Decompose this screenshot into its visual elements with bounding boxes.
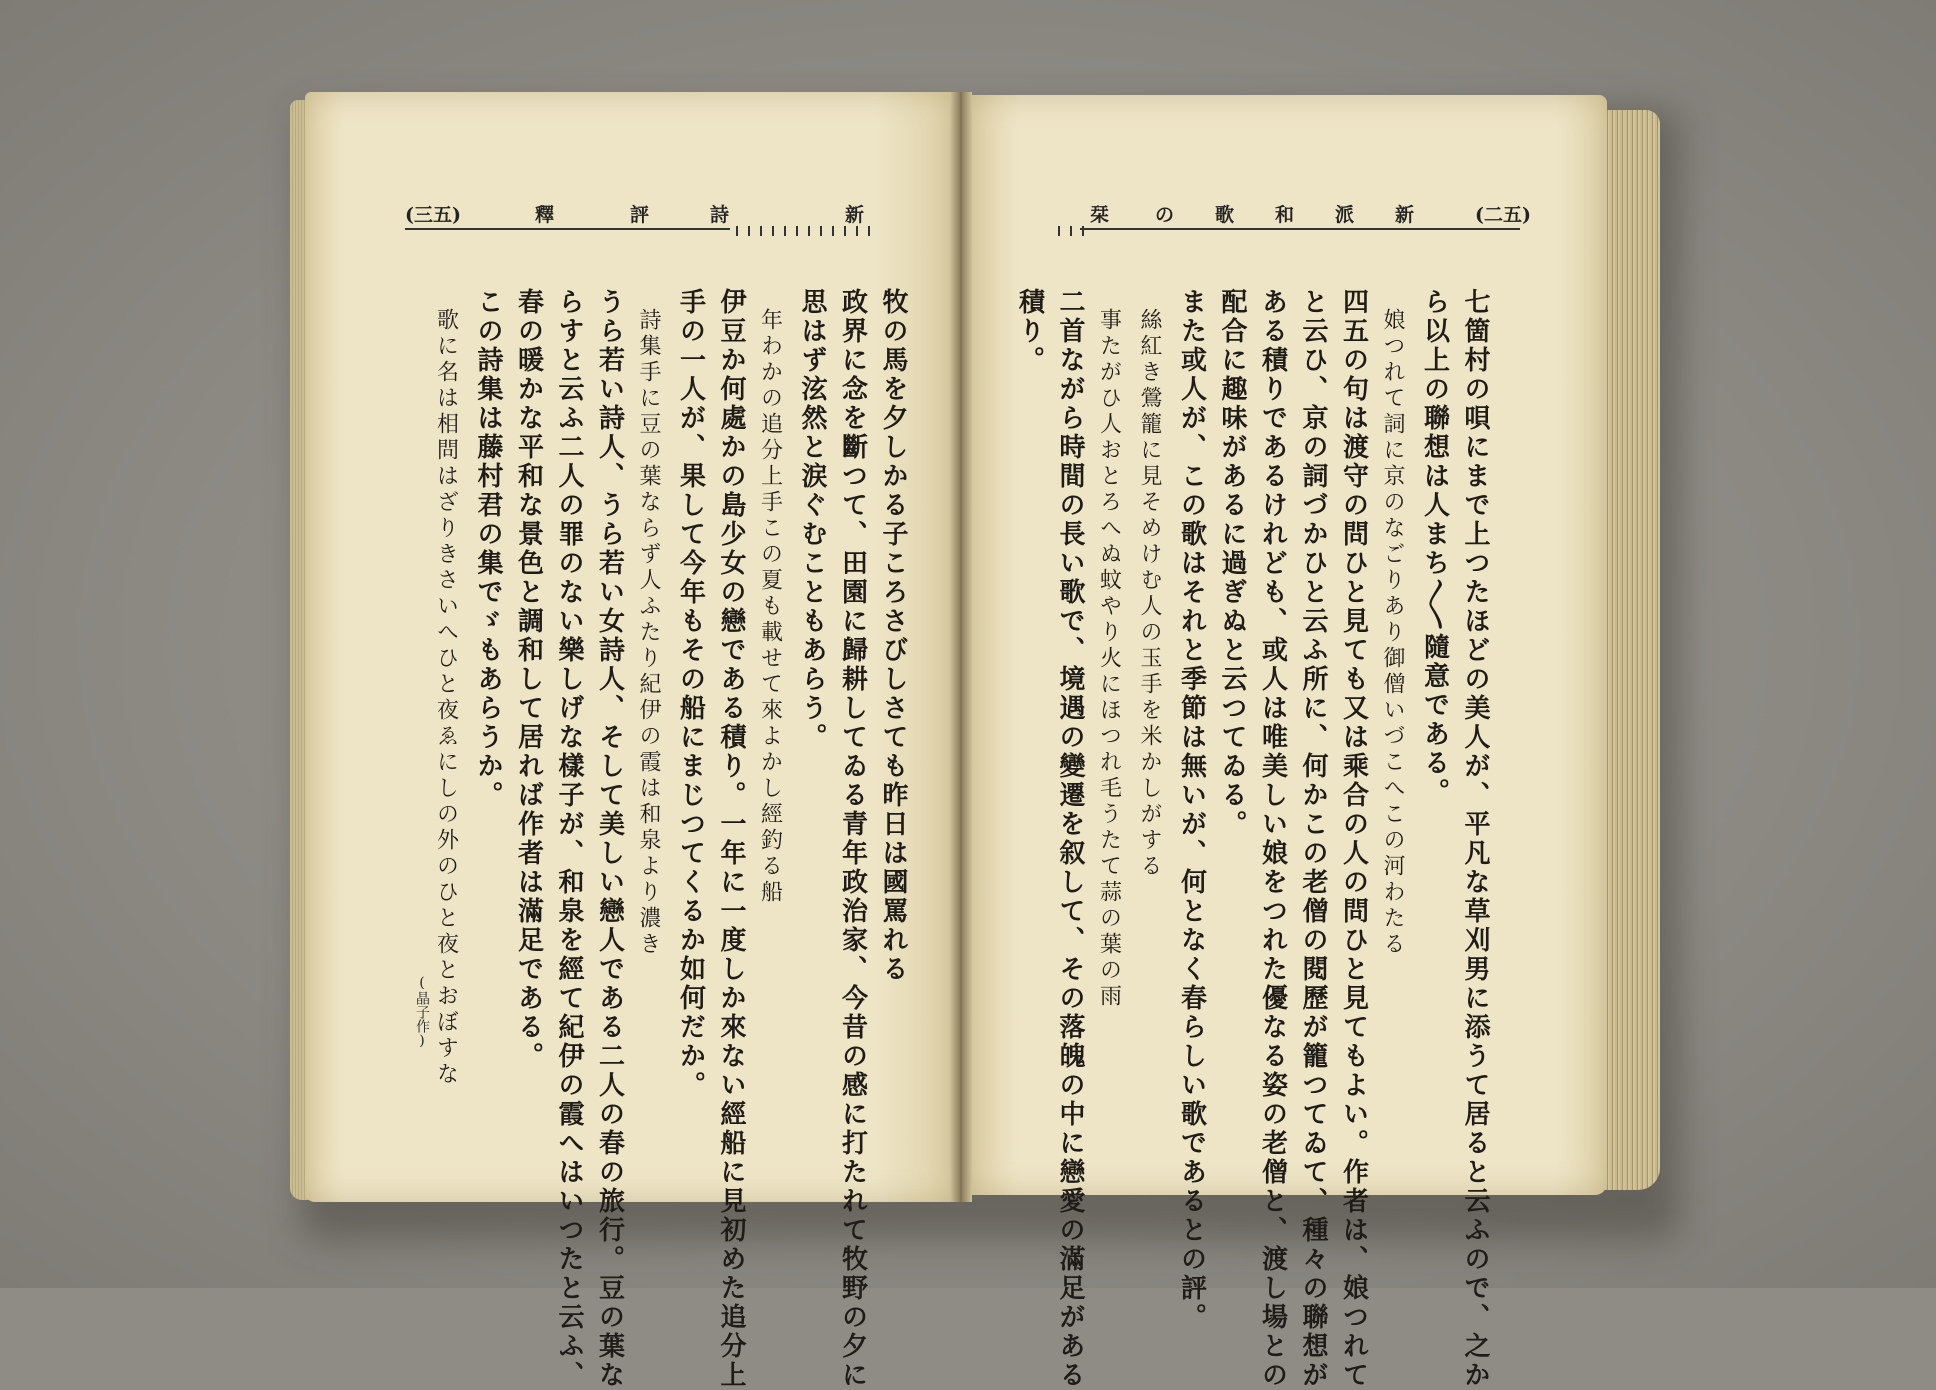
header-char: 和	[1275, 204, 1295, 226]
header-char: 歌	[1215, 204, 1235, 226]
page-number: (三五)	[405, 204, 461, 226]
header-char: 釋	[535, 204, 555, 226]
page-number: (二五)	[1475, 204, 1531, 226]
header-ornament	[1052, 226, 1092, 236]
left-page-header	[405, 200, 905, 224]
text-column: また或人が、この歌はそれと季節は無いが、何となく春らしい歌であるとの評。	[1176, 288, 1207, 1332]
text-column: ら以上の聯想は人まち〳〵隨意である。	[1419, 288, 1450, 807]
header-rule	[405, 222, 730, 230]
text-column: 春の暖かな平和な景色と調和して居れば作者は滿足である。	[513, 288, 544, 1071]
text-column: 七箇村の唄にまで上つたほどの美人が、平凡な草刈男に添うて居ると云ふので、之か	[1460, 288, 1490, 1390]
text-column: 牧の馬を夕しかる子ころさびしさても昨日は國罵れる	[878, 288, 908, 984]
header-char: 栞	[1090, 204, 1110, 226]
text-column: らすと云ふ二人の罪のない樂しげな樣子が、和泉を經て紀伊の霞へはいつたと云ふ、	[554, 288, 584, 1390]
header-char: 派	[1335, 204, 1355, 226]
right-page-header	[1050, 200, 1531, 226]
text-column: と云ひ、京の詞づかひと云ふ所に、何かこの老僧の閱歷が籠つてゐて、種々の聯想が	[1298, 288, 1328, 1390]
text-column: 伊豆か何處かの島少女の戀である積り。一年に一度しか來ない經船に見初めた追分上	[716, 288, 746, 1390]
header-char: 新	[845, 204, 865, 226]
header-char: 新	[1395, 204, 1415, 226]
book-gutter	[950, 92, 972, 1202]
text-column: 積り。	[1014, 288, 1045, 375]
text-column: 娘つれて詞に京のなごりあり御僧いづこへこの河わたる	[1380, 308, 1405, 958]
header-char: 詩	[710, 204, 730, 226]
header-char: 評	[630, 204, 650, 226]
text-column: 思はず泫然と涙ぐむこともあらう。	[797, 288, 827, 752]
text-column: うら若い詩人、うら若い女詩人、そして美しい戀人である二人の春の旅行。豆の葉な	[594, 288, 625, 1390]
text-column: 年わかの追分上手この夏も載せて來よかし經釣る船	[757, 308, 783, 906]
text-column: 配合に趣味があるに過ぎぬと云つてゐる。	[1217, 288, 1247, 839]
text-column: この詩集は藤村君の集でゞもあらうか。	[473, 288, 503, 810]
text-column: 詩集手に豆の葉ならず人ふたり紀伊の霞は和泉より濃き	[636, 308, 661, 958]
right-page-edge	[1600, 110, 1660, 1190]
text-column: 二首ながら時間の長い歌で、境遇の變遷を叙して、その落魄の中に戀愛の滿足がある	[1055, 288, 1085, 1390]
text-column: 事たがひ人おとろへぬ蚊やり火にほつれ毛うたて蒜の葉の雨	[1096, 308, 1122, 1010]
text-column: 政界に念を斷つて、田園に歸耕してゐる青年政治家、今昔の感に打たれて牧野の夕に	[837, 288, 868, 1390]
header-char: の	[1155, 204, 1175, 226]
text-column: 歌に名は相問はざりきさいへひと夜ゑにしの外のひと夜とおぼすな	[433, 308, 459, 1088]
text-column: ある積りであるけれども、或人は唯美しい娘をつれた優なる姿の老僧と、渡し場との	[1257, 288, 1288, 1390]
text-column: 四五の句は渡守の問ひと見ても又は乘合の人の問ひと見てもよい。作者は、娘つれて	[1338, 288, 1369, 1390]
header-rule	[1080, 222, 1520, 230]
text-column: 手の一人が、果して今年もその船にまじつてくるか如何だか。	[675, 288, 706, 1100]
header-ornament	[730, 226, 870, 236]
text-column: 絲紅き鶯籠に見そめけむ人の玉手を米かしがする	[1137, 308, 1162, 880]
author-note: (晶子作)	[414, 975, 430, 1049]
